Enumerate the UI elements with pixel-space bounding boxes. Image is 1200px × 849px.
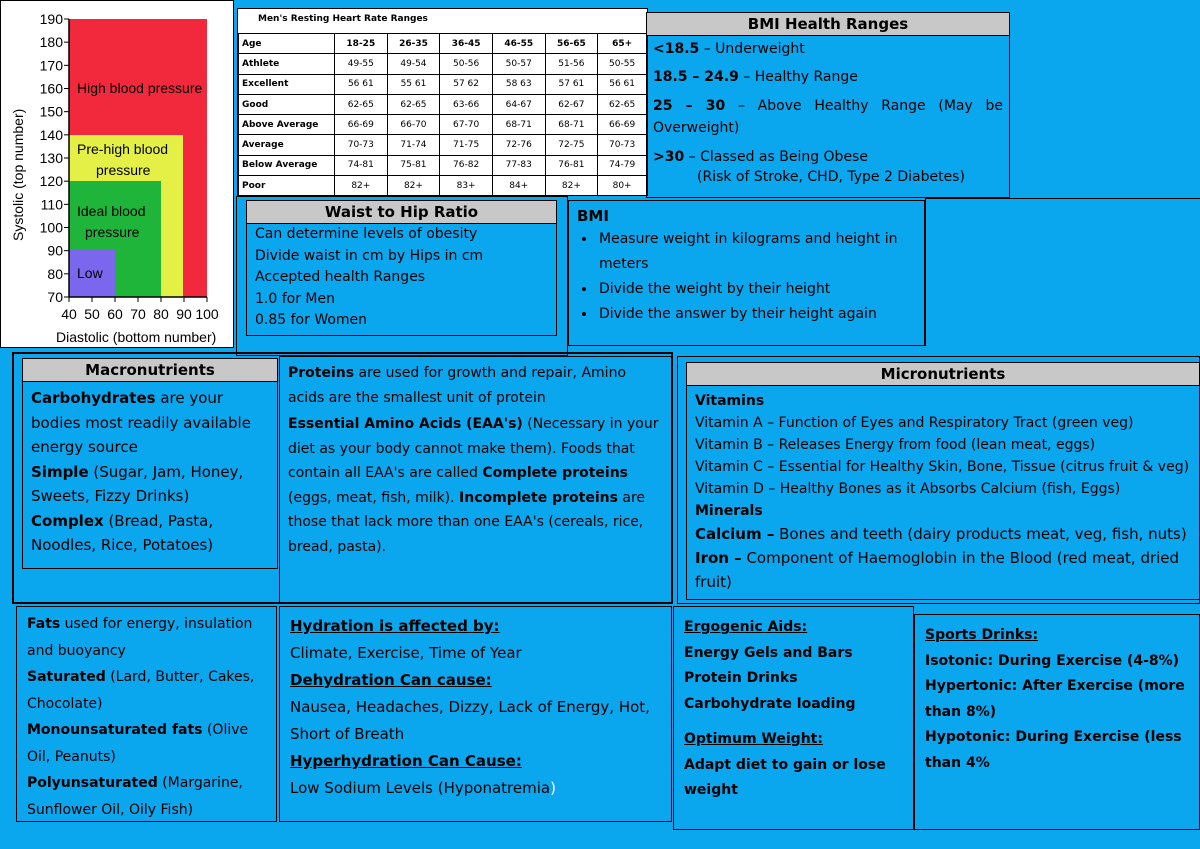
heart-rate-row: [239, 176, 647, 196]
x-tick-label: 90: [176, 306, 192, 322]
cell: 66-70: [387, 115, 440, 135]
hydration-heading: Hydration is affected by:: [290, 617, 500, 635]
vitamin-a: Vitamin A – Function of Eyes and Respiratory Tract (green veg): [695, 415, 1134, 431]
x-tick-label: 50: [84, 306, 100, 322]
micronutrients-title: Micronutrients: [687, 363, 1199, 386]
empty-frame: [925, 198, 1200, 346]
x-tick-labels: [61, 297, 219, 322]
waist-hip-line: Accepted health Ranges: [255, 269, 426, 285]
macronutrients-panel: [22, 358, 278, 569]
cell: 55 61: [387, 74, 440, 94]
cell: 70-73: [598, 135, 647, 155]
heart-rate-row: [239, 94, 647, 114]
cell: 82+: [387, 176, 440, 196]
cell: 56 61: [598, 74, 647, 94]
cell: 74-81: [335, 155, 388, 175]
bmi-range-underweight: <18.5 – Underweight: [653, 41, 805, 57]
proteins-text: Proteins are used for growth and repair, Amino acids are the smallest unit of protein: [288, 365, 627, 406]
bp-chart-svg: [1, 1, 234, 348]
cell: 72-76: [492, 135, 545, 155]
cell: 26-35: [387, 34, 440, 54]
cell: 76-82: [440, 155, 493, 175]
vitamin-b: Vitamin B – Releases Energy from food (lean meat, eggs): [695, 437, 1096, 453]
polyunsaturated-text: Polyunsaturated (Margarine, Sunflower Oil, Oily Fish): [27, 775, 243, 818]
heart-rate-row: [239, 115, 647, 135]
cell: 62-67: [545, 94, 598, 114]
ergogenic-item: Carbohydrate loading: [684, 695, 856, 712]
cell: 70-73: [335, 135, 388, 155]
heart-rate-header-row: [239, 34, 647, 54]
row-label: Age: [239, 34, 335, 54]
cell: 50-57: [492, 54, 545, 74]
cell: 77-83: [492, 155, 545, 175]
waist-hip-line: Can determine levels of obesity: [255, 226, 478, 242]
iron-text: Iron – Component of Haemoglobin in the Blood (red meat, dried fruit): [695, 549, 1180, 591]
row-label: Poor: [239, 176, 335, 196]
y-tick-label: 140: [39, 126, 63, 143]
zone-low-label: Low: [77, 265, 103, 281]
heart-rate-row: [239, 155, 647, 175]
y-tick-label: 160: [39, 80, 63, 97]
cell: 67-70: [440, 115, 493, 135]
bmi-step: • Divide the answer by their height again: [597, 302, 924, 327]
calcium-text: Calcium – Bones and teeth (dairy products meat, veg, fish, nuts): [695, 525, 1187, 543]
y-tick-label: 120: [39, 173, 63, 190]
heart-rate-table: [238, 33, 647, 196]
cell: 66-69: [335, 115, 388, 135]
cell: 76-81: [545, 155, 598, 175]
y-tick-label: 150: [39, 103, 63, 120]
row-label: Below Average: [239, 155, 335, 175]
cell: 75-81: [387, 155, 440, 175]
micronutrients-panel: [686, 362, 1200, 600]
y-tick-label: 170: [39, 57, 63, 74]
cell: 74-79: [598, 155, 647, 175]
dehydration-heading: Dehydration Can cause:: [290, 671, 492, 689]
cell: 36-45: [440, 34, 493, 54]
saturated-text: Saturated (Lard, Butter, Cakes, Chocolate): [27, 669, 255, 712]
zone-ideal-label-2: pressure: [85, 224, 140, 240]
waist-hip-title: Waist to Hip Ratio: [247, 201, 556, 224]
monounsaturated-text: Monounsaturated fats (Olive Oil, Peanuts): [27, 722, 249, 765]
zone-prehigh-label-2: pressure: [96, 162, 151, 178]
cell: 84+: [492, 176, 545, 196]
cell: 57 62: [440, 74, 493, 94]
y-tick-label: 110: [40, 196, 63, 213]
vitamins-heading: Vitamins: [695, 393, 765, 409]
vitamin-c: Vitamin C – Essential for Healthy Skin, Bone, Tissue (citrus fruit & veg): [695, 459, 1190, 475]
x-tick-label: 70: [130, 306, 146, 322]
cell: 49-55: [335, 54, 388, 74]
bmi-range-obese: >30 – Classed as Being Obese: [653, 149, 868, 165]
cell: 68-71: [545, 115, 598, 135]
row-label: Good: [239, 94, 335, 114]
row-label: Average: [239, 135, 335, 155]
hyperhydration-heading: Hyperhydration Can Cause:: [290, 752, 522, 770]
x-axis-label: Diastolic (bottom number): [56, 329, 217, 345]
cell: 82+: [335, 176, 388, 196]
complex-carbs-text: Complex (Bread, Pasta, Noodles, Rice, Potatoes): [31, 511, 214, 554]
heart-rate-row: [239, 135, 647, 155]
y-tick-label: 90: [47, 242, 63, 259]
ergogenic-panel: [673, 606, 914, 830]
x-tick-label: 100: [195, 306, 219, 322]
cell: 18-25: [335, 34, 388, 54]
cell: 46-55: [492, 34, 545, 54]
cell: 68-71: [492, 115, 545, 135]
cell: 50-56: [440, 54, 493, 74]
heart-rate-row: [239, 74, 647, 94]
cell: 72-75: [545, 135, 598, 155]
bmi-ranges-panel: [646, 12, 1010, 198]
waist-hip-line: Divide waist in cm by Hips in cm: [255, 247, 484, 264]
heart-rate-row: [239, 54, 647, 74]
simple-carbs-text: Simple (Sugar, Jam, Honey, Sweets, Fizzy Drinks): [31, 462, 244, 505]
cell: 51-56: [545, 54, 598, 74]
row-label: Athlete: [239, 54, 335, 74]
x-tick-label: 60: [107, 306, 123, 322]
blood-pressure-chart: [0, 0, 234, 348]
cell: 71-74: [387, 135, 440, 155]
optimum-weight-heading: Optimum Weight:: [684, 731, 823, 747]
cell: 49-54: [387, 54, 440, 74]
bmi-range-obese-risk: (Risk of Stroke, CHD, Type 2 Diabetes): [697, 169, 965, 185]
proteins-panel: [279, 356, 672, 604]
cell: 58 63: [492, 74, 545, 94]
hydration-panel: [279, 606, 672, 822]
y-tick-label: 80: [47, 265, 63, 282]
waist-hip-line: 0.85 for Women: [255, 312, 368, 328]
cell: 62-65: [387, 94, 440, 114]
hyperhydration-effects: Low Sodium Levels (Hyponatremia): [290, 779, 556, 797]
cell: 50-55: [598, 54, 647, 74]
hypertonic-text: Hypertonic: After Exercise (more than 8%): [925, 678, 1185, 720]
heart-rate-table-panel: [237, 8, 648, 196]
fats-panel: [16, 606, 277, 822]
optimum-weight-text: Adapt diet to gain or lose weight: [684, 756, 886, 798]
isotonic-text: Isotonic: During Exercise (4-8%): [925, 652, 1180, 669]
hydration-factors: Climate, Exercise, Time of Year: [290, 644, 522, 662]
cell: 63-66: [440, 94, 493, 114]
y-axis-label: Systolic (top number): [10, 108, 26, 241]
hypotonic-text: Hypotonic: During Exercise (less than 4%: [925, 729, 1182, 771]
row-label: Above Average: [239, 115, 335, 135]
cell: 83+: [440, 176, 493, 196]
cell: 56 61: [335, 74, 388, 94]
dehydration-effects: Nausea, Headaches, Dizzy, Lack of Energy, Hot, Short of Breath: [290, 698, 650, 743]
amino-acids-text: Essential Amino Acids (EAA's) (Necessary in your diet as your body cannot make them). Foods that contain all EAA's are called Complete proteins (eggs, meat, fish, milk). Incomplete proteins are those that lack more than one EAA's (cereals, rice, bread, pasta).: [288, 416, 659, 555]
bmi-step: • Divide the weight by their height: [597, 277, 924, 302]
cell: 56-65: [545, 34, 598, 54]
bmi-ranges-title: BMI Health Ranges: [647, 13, 1009, 36]
cell: 80+: [598, 176, 647, 196]
bmi-panel: [568, 200, 925, 346]
x-tick-label: 40: [61, 306, 77, 322]
row-label: Excellent: [239, 74, 335, 94]
ergogenic-item: Protein Drinks: [684, 670, 798, 686]
ergogenic-heading: Ergogenic Aids:: [684, 619, 808, 635]
y-tick-label: 180: [39, 34, 63, 51]
cell: 64-67: [492, 94, 545, 114]
macronutrients-title: Macronutrients: [23, 359, 277, 382]
cell: 71-75: [440, 135, 493, 155]
cell: 66-69: [598, 115, 647, 135]
y-tick-labels: [40, 11, 69, 305]
zone-prehigh-label-1: Pre-high blood: [77, 141, 169, 157]
heart-rate-title: Men's Resting Heart Rate Ranges: [258, 14, 428, 24]
x-tick-label: 80: [153, 306, 169, 322]
y-tick-label: 130: [39, 150, 63, 166]
bmi-step: • Measure weight in kilograms and height in meters: [597, 227, 924, 277]
y-tick-label: 70: [47, 289, 63, 305]
fats-text: Fats used for energy, insulation and buoyancy: [27, 616, 253, 659]
waist-hip-line: 1.0 for Men: [255, 290, 335, 307]
y-tick-label: 100: [39, 219, 63, 236]
waist-hip-panel: [246, 200, 557, 336]
carbohydrates-text: Carbohydrates are your bodies most readily available energy source: [31, 389, 251, 456]
zone-ideal-label-1: Ideal blood: [77, 203, 146, 219]
y-tick-label: 190: [39, 11, 63, 27]
sports-drinks-heading: Sports Drinks:: [925, 627, 1039, 643]
bmi-title: BMI: [577, 207, 609, 225]
minerals-heading: Minerals: [695, 503, 763, 519]
ergogenic-item: Energy Gels and Bars: [684, 644, 853, 661]
bmi-range-healthy: 18.5 – 24.9 – Healthy Range: [653, 69, 858, 85]
cell: 82+: [545, 176, 598, 196]
cell: 62-65: [335, 94, 388, 114]
zone-high-label: High blood pressure: [77, 80, 203, 96]
cell: 62-65: [598, 94, 647, 114]
cell: 65+: [598, 34, 647, 54]
sports-drinks-panel: [914, 614, 1200, 830]
vitamin-d: Vitamin D – Healthy Bones as it Absorbs Calcium (fish, Eggs): [695, 481, 1121, 497]
cell: 57 61: [545, 74, 598, 94]
bmi-range-above: 25 – 30 – Above Healthy Range (May be Overweight): [653, 98, 1003, 136]
